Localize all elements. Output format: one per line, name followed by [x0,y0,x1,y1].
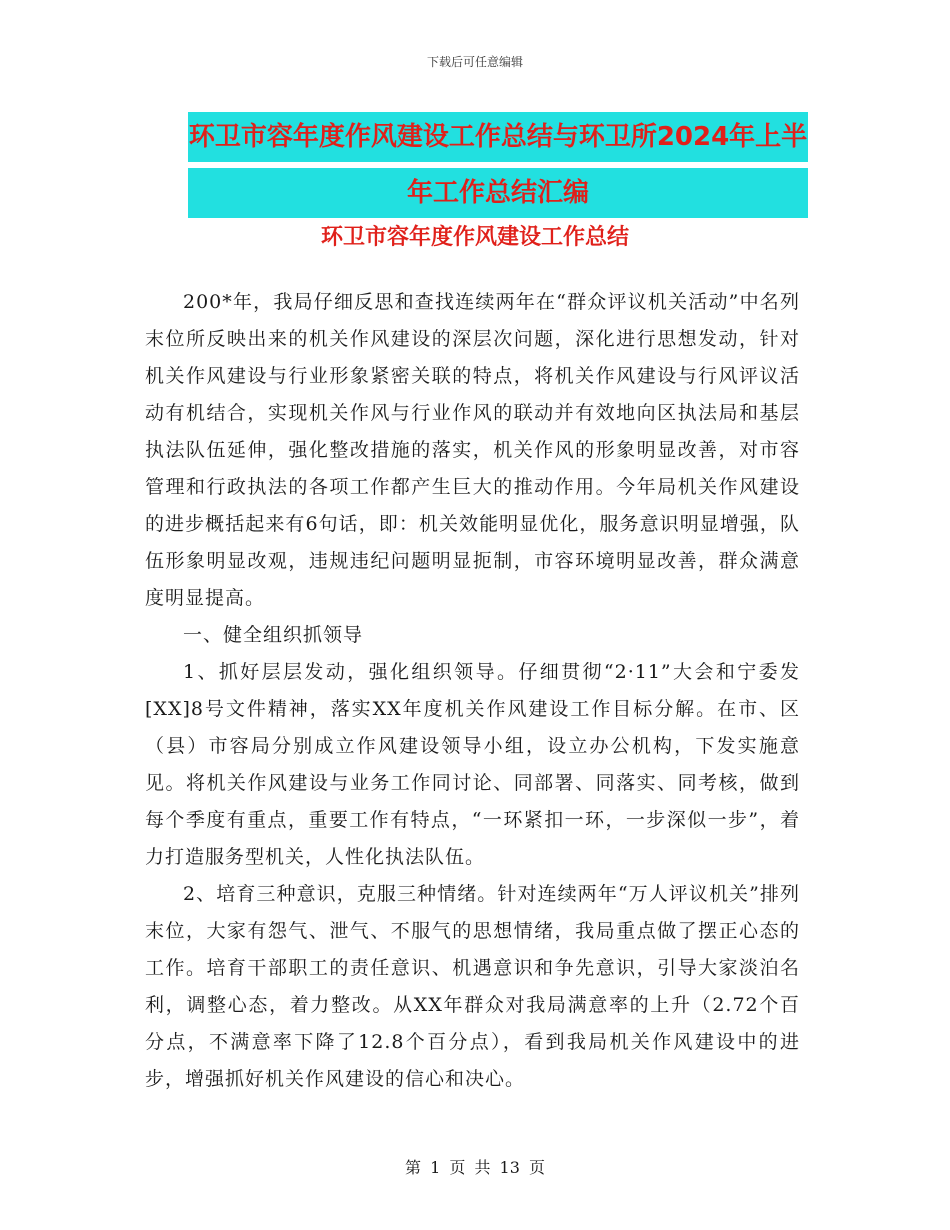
document-title-line-2: 年工作总结汇编 [407,175,589,211]
paragraph-intro: 200*年，我局仔细反思和查找连续两年在“群众评议机关活动”中名列末位所反映出来的机关作风建设的深层次问题，深化进行思想发动，针对机关作风建设与行业形象紧密关联的特点，将机关作风建设与行风评议活动有机结合，实现机关作风与行业作风的联动并有效地向区执法局和基层执法队伍延伸，强化整改措施的落实，机关作风的形象明显改善，对市容管理和行政执法的各项工作都产生巨大的推动作用。今年局机关作风建设的进步概括起来有6句话，即：机关效能明显优化，服务意识明显增强，队伍形象明显改观，违规违纪问题明显扼制，市容环境明显改善，群众满意度明显提高。 [145,291,800,609]
header-note: 下载后可任意编辑 [426,55,523,69]
paragraph-heading-1: 一、健全组织抓领导 [183,624,364,646]
document-title-line-1: 环卫市容年度作风建设工作总结与环卫所2024年上半 [189,119,807,155]
document-title [188,112,808,218]
document-body [145,284,800,1098]
paragraph-item-2: 2、培育三种意识，克服三种情绪。针对连续两年“万人评议机关”排列末位，大家有怨气、泄气、不服气的思想情绪，我局重点做了摆正心态的工作。培育干部职工的责任意识、机遇意识和争先意识，引导大家淡泊名利，调整心态，着力整改。从XX年群众对我局满意率的上升（2.72个百分点，不满意率下降了12.8个百分点），看到我局机关作风建设中的进步，增强抓好机关作风建设的信心和决心。 [145,883,800,1090]
paragraph-item-1: 1、抓好层层发动，强化组织领导。仔细贯彻“2·11”大会和宁委发[XX]8号文件精神，落实XX年度机关作风建设工作目标分解。在市、区（县）市容局分别成立作风建设领导小组，设立办公机构，下发实施意见。将机关作风建设与业务工作同讨论、同部署、同落实、同考核，做到每个季度有重点，重要工作有特点，“一环紧扣一环，一步深似一步”，着力打造服务型机关，人性化执法队伍。 [145,661,800,868]
page-footer: 第 1 页 共 13 页 [405,1158,545,1177]
section-title: 环卫市容年度作风建设工作总结 [320,225,629,250]
